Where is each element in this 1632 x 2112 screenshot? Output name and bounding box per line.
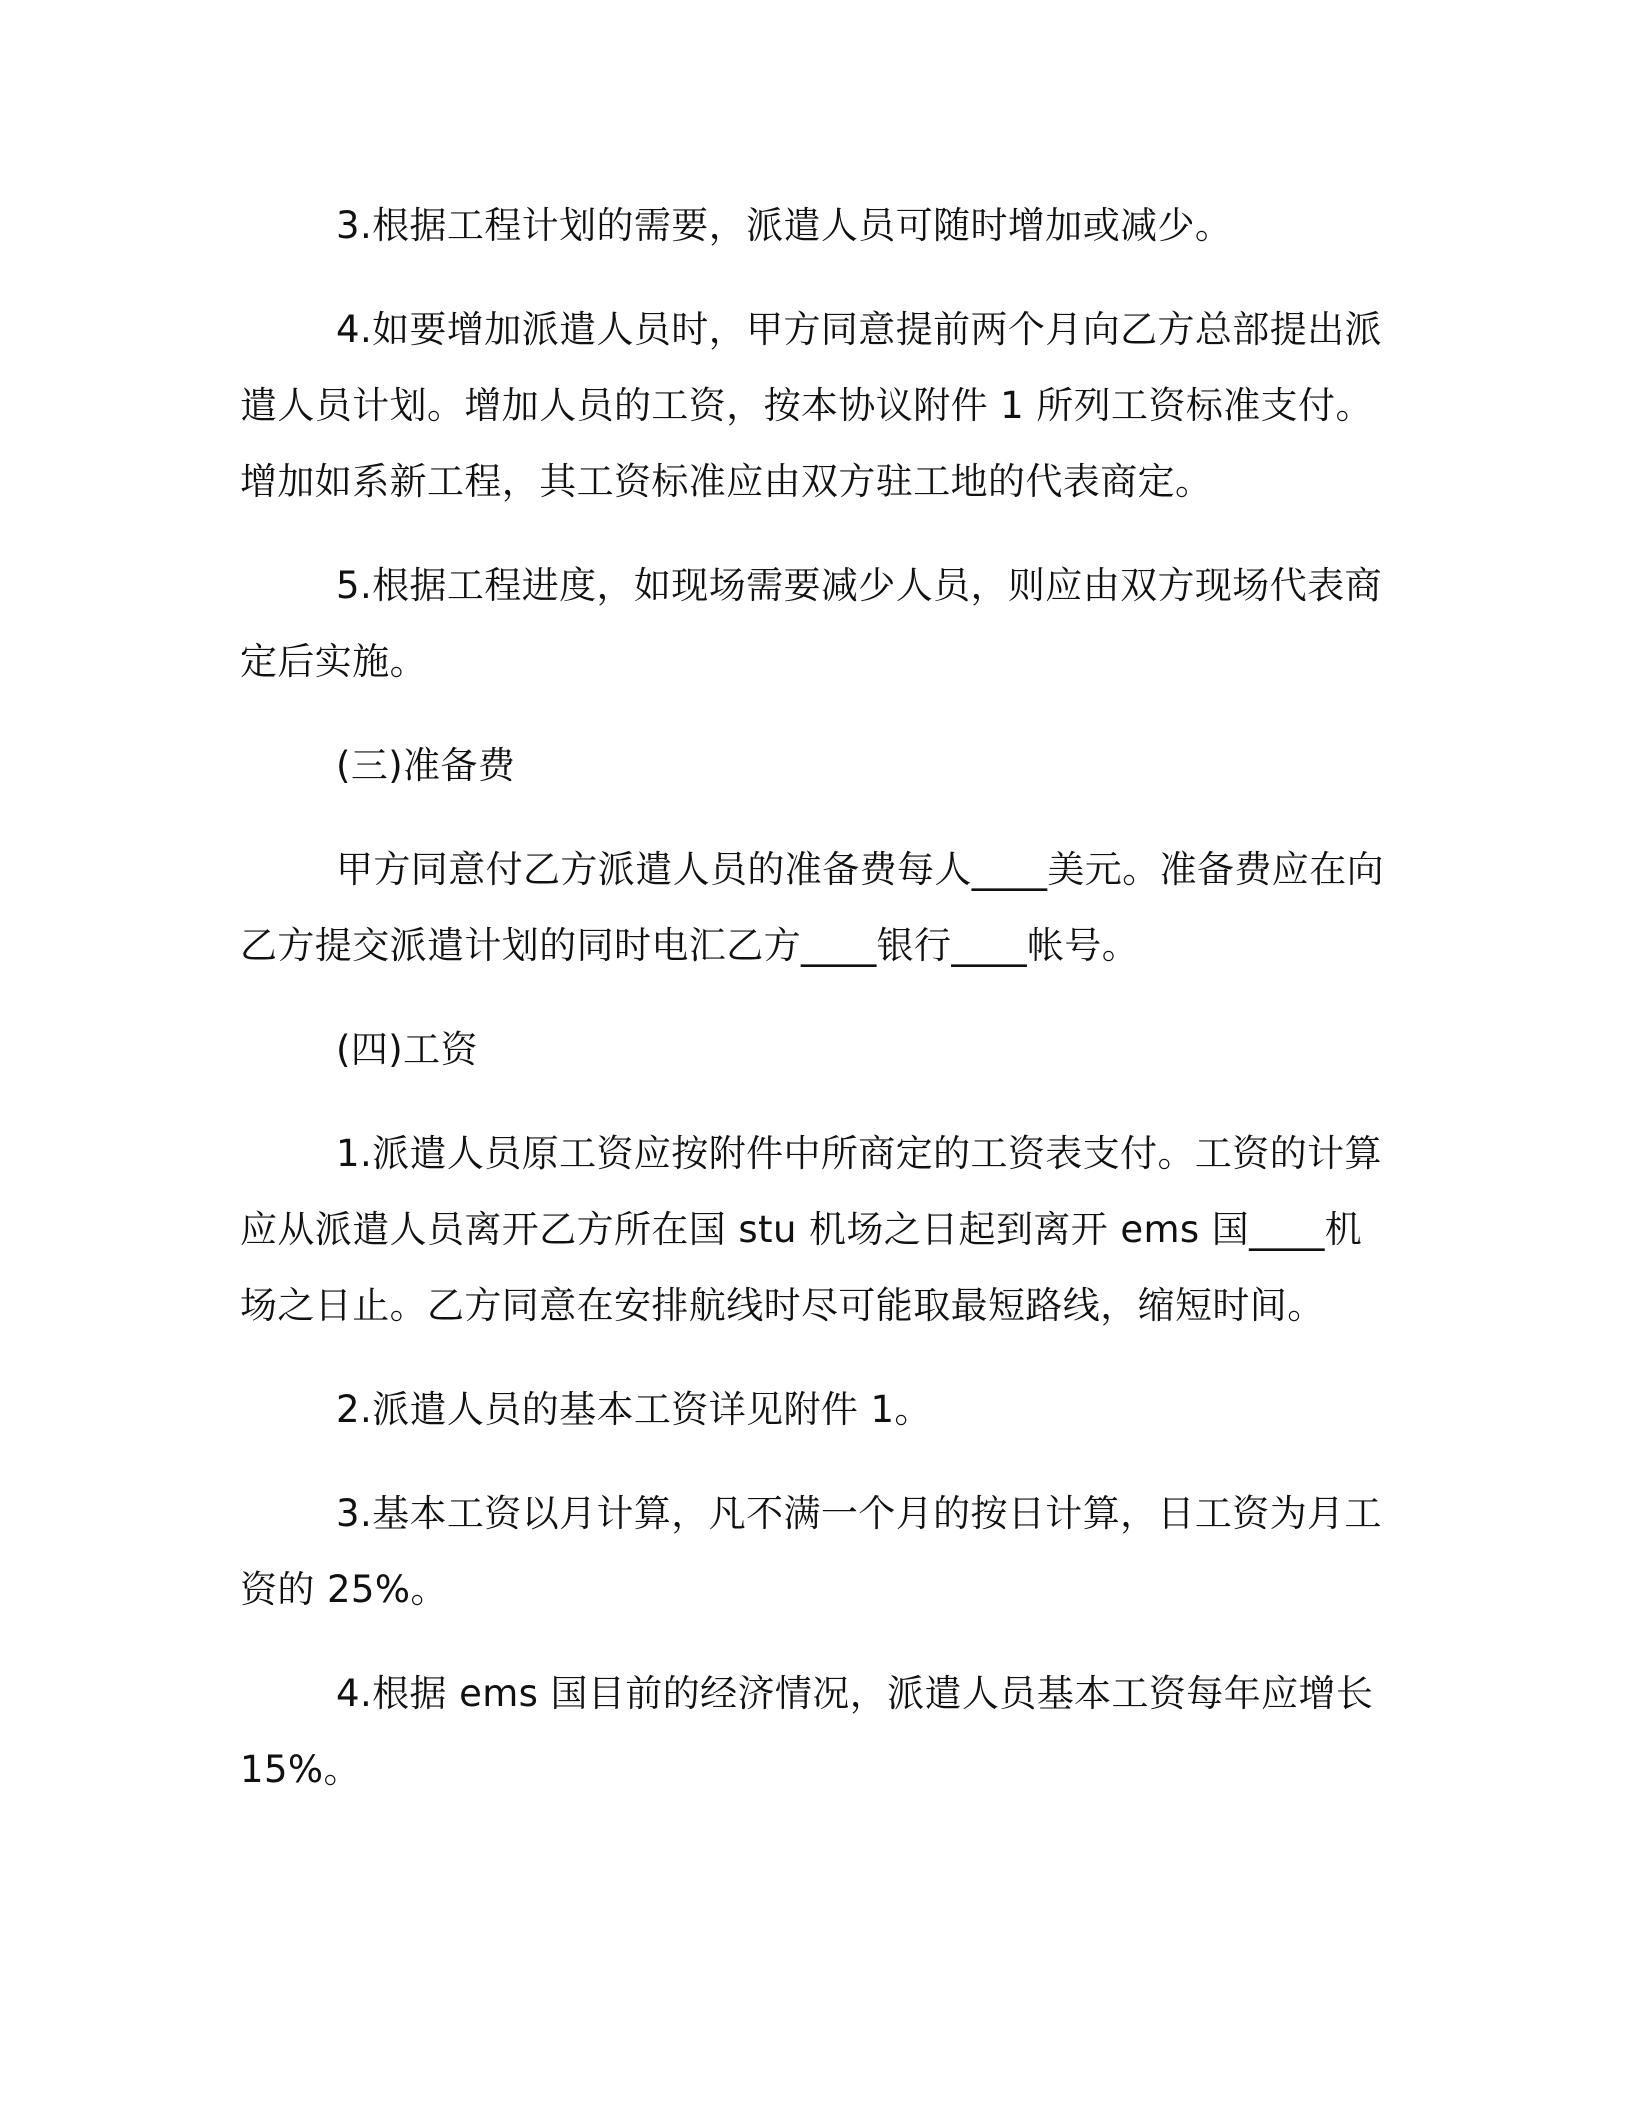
paragraph-preparation-fee: 甲方同意付乙方派遣人员的准备费每人____美元。准备费应在向乙方提交派遣计划的同时电汇乙方____银行____帐号。	[240, 848, 1384, 967]
paragraph-item-5: 5.根据工程进度，如现场需要减少人员，则应由双方现场代表商定后实施。	[240, 564, 1382, 683]
section-heading-wages: (四)工资	[336, 1028, 478, 1071]
paragraph-wage-1: 1.派遣人员原工资应按附件中所商定的工资表支付。工资的计算应从派遣人员离开乙方所在国 stu 机场之日起到离开 ems 国____机场之日止。乙方同意在安排航线时尽可能取最短路线，缩短时间。	[240, 1132, 1382, 1327]
paragraph-wage-3: 3.基本工资以月计算，凡不满一个月的按日计算，日工资为月工资的 25%。	[240, 1492, 1382, 1611]
section-heading-preparation-fee: (三)准备费	[336, 744, 516, 787]
paragraph-item-4: 4.如要增加派遣人员时，甲方同意提前两个月向乙方总部提出派遣人员计划。增加人员的工资，按本协议附件 1 所列工资标准支付。增加如系新工程，其工资标准应由双方驻工地的代表商定。	[240, 308, 1382, 503]
paragraph-wage-2: 2.派遣人员的基本工资详见附件 1。	[336, 1388, 932, 1431]
document-body	[240, 188, 1392, 1836]
paragraph-wage-4: 4.根据 ems 国目前的经济情况，派遣人员基本工资每年应增长 15%。	[240, 1672, 1374, 1791]
paragraph-item-3: 3.根据工程计划的需要，派遣人员可随时增加或减少。	[336, 204, 1233, 247]
